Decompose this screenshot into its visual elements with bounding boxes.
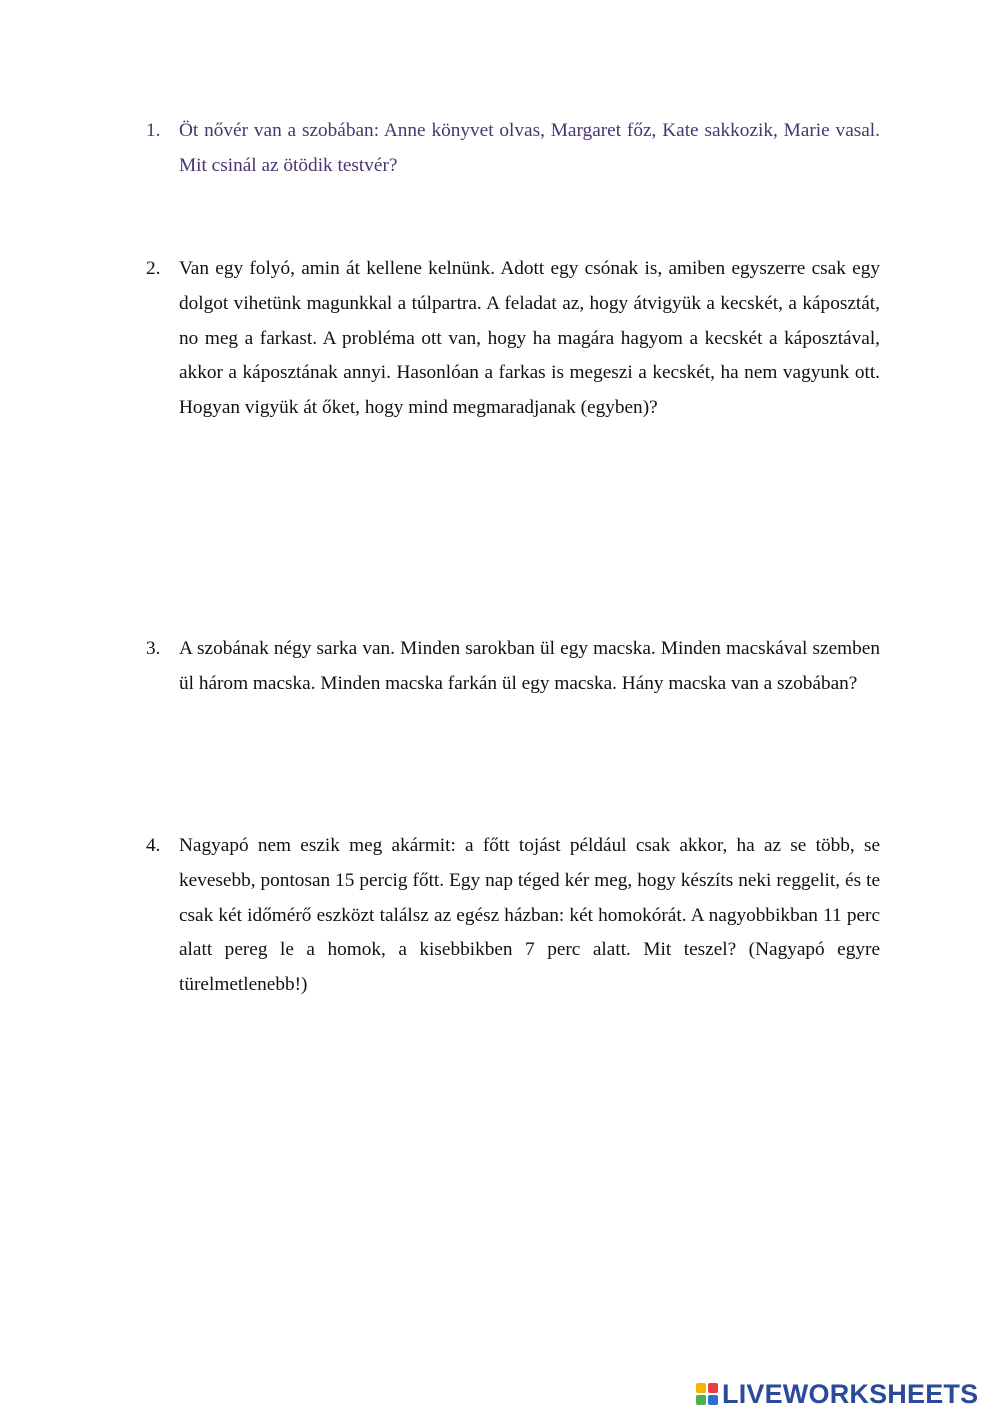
question-number: 2. — [146, 258, 161, 279]
question-2 — [146, 252, 880, 426]
liveworksheets-watermark — [696, 1377, 978, 1411]
question-number: 3. — [146, 638, 161, 659]
question-4 — [146, 829, 880, 1003]
question-number: 1. — [146, 120, 161, 141]
question-text: A szobának négy sarka van. Minden sarokban ül egy macska. Minden macskával szemben ül három macska. Minden macska farkán ül egy macska. Hány macska van a szobában? — [179, 638, 880, 694]
watermark-text: LIVEWORKSHEETS — [722, 1378, 979, 1409]
question-text: Nagyapó nem eszik meg akármit: a főtt tojást például csak akkor, ha az se több, se kevesebb, pontosan 15 percig főtt. Egy nap téged kér meg, hogy készíts neki reggelit, és te csak két időmérő eszközt találsz az egész házban: két homokórát. A nagyobbikban 11 perc alatt pereg le a homok, a kisebbikben 7 perc alatt. Mit teszel? (Nagyapó egyre türelmetlenebb!) — [179, 835, 880, 996]
question-3 — [146, 632, 880, 702]
question-text: Öt nővér van a szobában: Anne könyvet olvas, Margaret főz, Kate sakkozik, Marie vasal. Mit csinál az ötödik testvér? — [179, 120, 880, 176]
question-number: 4. — [146, 835, 161, 856]
question-text: Van egy folyó, amin át kellene kelnünk. Adott egy csónak is, amiben egyszerre csak egy dolgot vihetünk magunkkal a túlpartra. A feladat az, hogy átvigyük a kecskét, a káposztát, no meg a farkast. A probléma ott van, hogy ha magára hagyom a kecskét a káposztával, akkor a káposztának annyi. Hasonlóan a farkas is megeszi a kecskét, ha nem vagyunk ott. Hogyan vigyük át őket, hogy mind megmaradjanak (egyben)? — [179, 258, 880, 419]
liveworksheets-logo-icon — [696, 1383, 718, 1405]
question-1 — [146, 114, 880, 184]
